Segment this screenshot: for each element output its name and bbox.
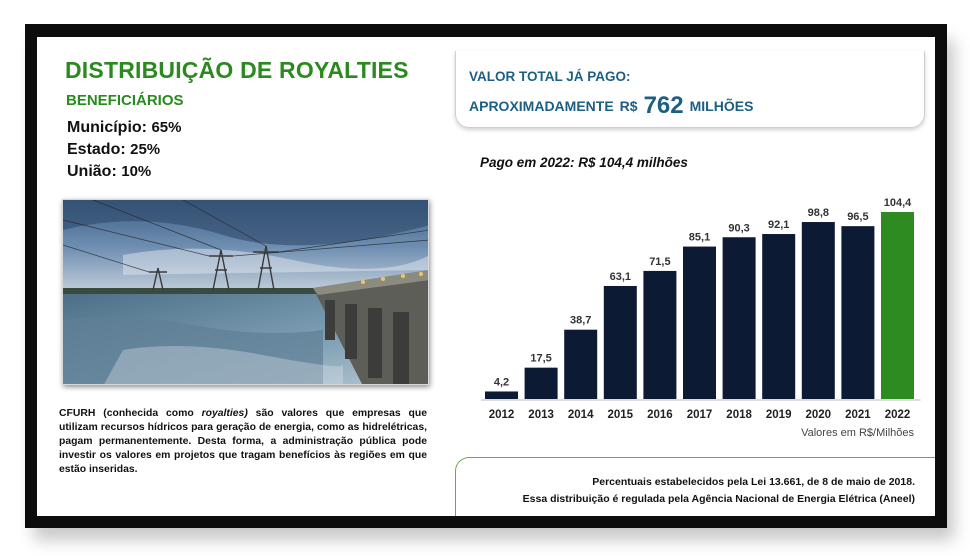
- bar-2017: [683, 247, 716, 399]
- x-tick-2022: 2022: [884, 409, 911, 421]
- beneficiary-list: [67, 117, 181, 183]
- x-tick-2017: 2017: [686, 409, 713, 421]
- total-paid-box: [455, 51, 925, 128]
- bar-2020: [802, 222, 835, 399]
- bar-2019: [762, 234, 795, 399]
- total-prefix: APROXIMADAMENTE: [469, 98, 614, 114]
- beneficiary-row-estado: [67, 139, 181, 161]
- beneficiary-value: 10%: [121, 163, 152, 180]
- bar-2014: [564, 330, 597, 399]
- total-amount: 762: [643, 92, 684, 119]
- bar-2018: [723, 237, 756, 399]
- bar-2016: [643, 271, 676, 399]
- bar-2013: [525, 368, 558, 399]
- data-label-2013: 17,5: [530, 352, 552, 365]
- legal-note-box: [455, 457, 935, 516]
- bar-2012: [485, 391, 518, 399]
- total-suffix: MILHÕES: [689, 98, 754, 114]
- total-amount-line: [469, 90, 753, 118]
- beneficiary-label: Município:: [67, 119, 147, 136]
- slide: [37, 37, 935, 516]
- section-subtitle: BENEFICIÁRIOS: [66, 92, 184, 109]
- x-tick-2016: 2016: [647, 409, 673, 421]
- beneficiary-value: 65%: [151, 119, 182, 136]
- bar-2015: [604, 286, 637, 399]
- x-tick-2019: 2019: [765, 409, 792, 421]
- dam-photo: [62, 199, 429, 385]
- data-label-2022: 104,4: [883, 197, 912, 209]
- data-label-2021: 96,5: [847, 211, 869, 224]
- beneficiary-label: Estado:: [67, 141, 126, 158]
- x-tick-2013: 2013: [528, 409, 554, 421]
- page-title: DISTRIBUIÇÃO DE ROYALTIES: [65, 57, 409, 83]
- data-label-2015: 63,1: [609, 270, 632, 283]
- beneficiary-row-municipio: [67, 117, 181, 139]
- x-tick-2015: 2015: [607, 409, 634, 421]
- legal-note-line1: Percentuais estabelecidos pela Lei 13.661, de 8 de maio de 2018.: [592, 476, 915, 488]
- beneficiary-value: 25%: [130, 141, 161, 158]
- description-part: CFURH (conhecida como: [59, 408, 202, 419]
- description-part: são valores que empresas que utilizam recursos hídricos para geração de energia, como as hidrelétricas, pagam permanentemente. Desta forma, a administração pública pode investir os valores em projetos que tragam benefícios às regiões em que estão inseridas.: [59, 408, 427, 475]
- units-note: Valores em R$/Milhões: [801, 427, 914, 439]
- description-text: [59, 407, 427, 477]
- data-label-2020: 98,8: [807, 207, 830, 220]
- data-label-2018: 90,3: [728, 222, 750, 235]
- bar-2022: [881, 212, 914, 399]
- x-tick-2014: 2014: [567, 409, 594, 421]
- total-currency: R$: [619, 98, 638, 114]
- data-label-2016: 71,5: [649, 255, 671, 268]
- beneficiary-label: União:: [67, 163, 117, 180]
- bar-2021: [841, 226, 874, 399]
- chart-title: Pago em 2022: R$ 104,4 milhões: [480, 155, 688, 170]
- x-tick-2020: 2020: [805, 409, 832, 421]
- x-tick-2021: 2021: [845, 409, 871, 421]
- legal-note-line2: Essa distribuição é regulada pela Agência Nacional de Energia Elétrica (Aneel): [522, 493, 915, 505]
- royalties-bar-chart: [457, 149, 927, 449]
- beneficiary-row-uniao: [67, 161, 181, 183]
- data-label-2017: 85,1: [688, 231, 711, 244]
- description-emphasis: royalties): [201, 408, 248, 419]
- data-label-2014: 38,7: [569, 314, 592, 327]
- x-tick-2012: 2012: [488, 409, 515, 421]
- data-label-2012: 4,2: [493, 376, 510, 389]
- data-label-2019: 92,1: [767, 219, 790, 232]
- x-tick-2018: 2018: [726, 409, 752, 421]
- total-label: VALOR TOTAL JÁ PAGO:: [469, 69, 631, 84]
